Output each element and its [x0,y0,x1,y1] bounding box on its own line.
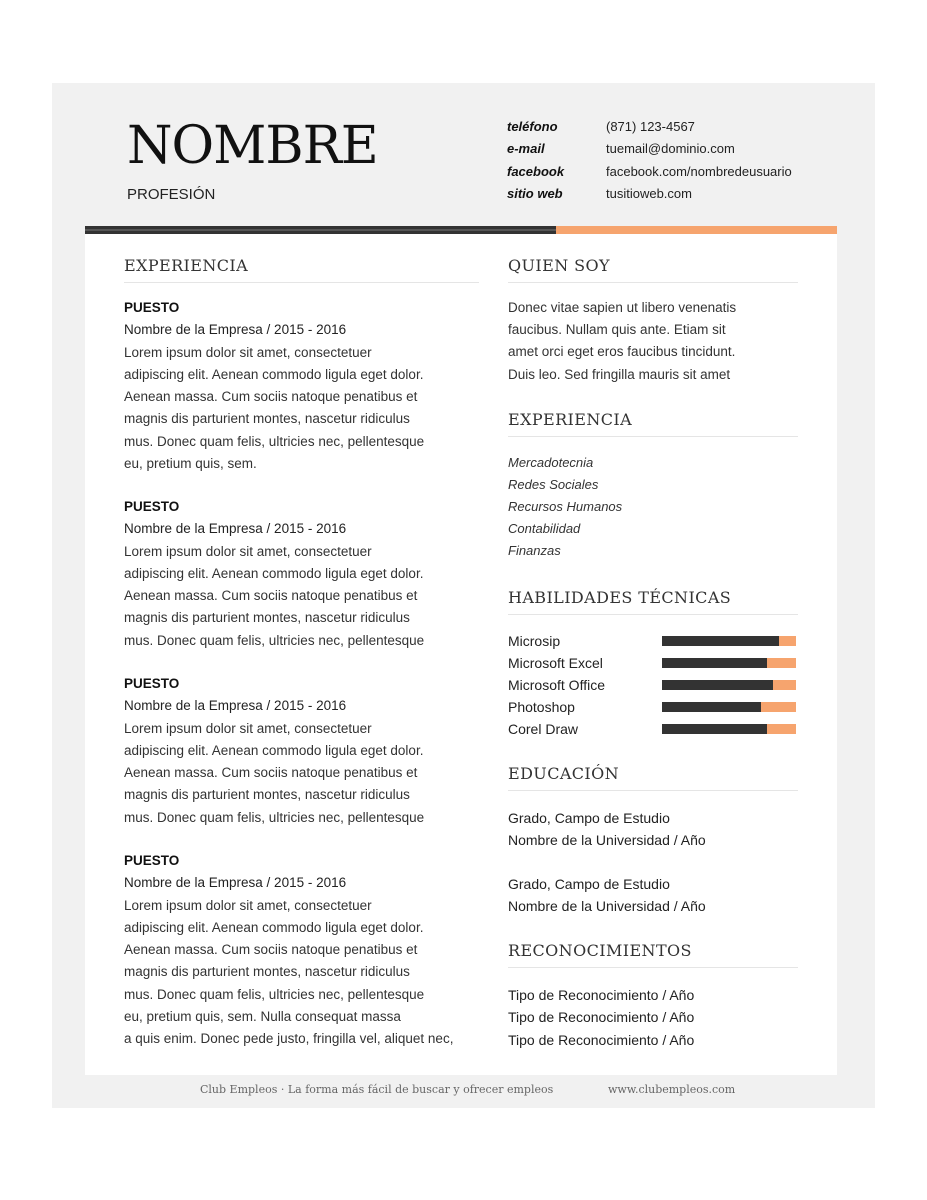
description-line: a quis enim. Donec pede justo, fringilla vel, aliquet nec, [124,1031,454,1047]
award-item: Tipo de Reconocimiento / Año [508,1009,695,1026]
job-entry [124,496,484,652]
skill-name: Microsoft Office [508,677,605,693]
description-line: mus. Donec quam felis, ultricies nec, pellentesque [124,986,425,1002]
candidate-name: NOMBRE [127,116,378,176]
skill-bar [662,702,796,712]
contact-label: teléfono [507,118,558,134]
award-item: Tipo de Reconocimiento / Año [508,987,695,1003]
skill-bar [662,636,796,646]
skill-row [508,696,798,718]
description-line: Lorem ipsum dolor sit amet, consectetuer [124,897,372,913]
skill-level-fill [662,680,773,690]
education-school: Nombre de la Universidad / Año [508,898,706,915]
about-line: faucibus. Nullam quis ante. Etiam sit [508,322,726,338]
description-line: magnis dis parturient montes, nascetur ridiculus [124,411,410,427]
education-entry [508,807,808,852]
skill-row [508,630,798,652]
description-line: adipiscing elit. Aenean commodo ligula eget dolor. [124,366,424,382]
description-line: mus. Donec quam felis, ultricies nec, pellentesque [124,809,425,825]
description-line: mus. Donec quam felis, ultricies nec, pellentesque [124,433,425,449]
skill-bar [662,680,796,690]
job-title: PUESTO [124,853,180,868]
skill-name: Corel Draw [508,721,579,737]
description-line: Lorem ipsum dolor sit amet, consectetuer [124,543,372,559]
description-line: magnis dis parturient montes, nascetur ridiculus [124,787,410,803]
about-line: Duis leo. Sed fringilla mauris sit amet [508,366,731,382]
skill-row [508,718,798,740]
skill-row [508,674,798,696]
contact-facebook [507,160,792,183]
contact-label: facebook [507,163,565,179]
awards-list [508,984,694,1051]
experience-areas-list [508,452,622,562]
job-company: Nombre de la Empresa / 2015 - 2016 [124,322,347,338]
job-company: Nombre de la Empresa / 2015 - 2016 [124,875,347,891]
description-line: magnis dis parturient montes, nascetur ridiculus [124,964,410,980]
description-line: adipiscing elit. Aenean commodo ligula eget dolor. [124,919,424,935]
section-title-awards: RECONOCIMIENTOS [508,941,798,968]
description-line: magnis dis parturient montes, nascetur ridiculus [124,610,410,626]
award-item: Tipo de Reconocimiento / Año [508,1031,695,1048]
section-title-experience-areas: EXPERIENCIA [508,410,798,437]
contact-label: sitio web [507,186,563,202]
contact-value: (871) 123-4567 [606,118,695,134]
education-school: Nombre de la Universidad / Año [508,832,706,849]
section-title-education: EDUCACIÓN [508,764,798,791]
skill-level-fill [662,724,767,734]
skills-list [508,630,798,740]
contact-label: e-mail [507,141,545,157]
candidate-profession: PROFESIÓN [127,186,216,203]
description-line: adipiscing elit. Aenean commodo ligula eget dolor. [124,565,424,581]
section-title-about: QUIEN SOY [508,256,798,283]
header-divider-accent [556,226,837,234]
job-company: Nombre de la Empresa / 2015 - 2016 [124,698,347,714]
about-line: Donec vitae sapien ut libero venenatis [508,300,737,315]
description-line: Lorem ipsum dolor sit amet, consectetuer [124,344,372,360]
description-line: eu, pretium quis, sem. Nulla consequat massa [124,1009,401,1025]
list-item: Redes Sociales [508,477,599,492]
skill-name: Microsoft Excel [508,655,603,671]
list-item: Finanzas [508,543,561,558]
footer-website: www.clubempleos.com [608,1083,736,1096]
job-title: PUESTO [124,300,180,315]
job-description [124,342,484,476]
education-entry [508,873,808,918]
about-line: amet orci eget eros faucibus tincidunt. [508,344,736,360]
job-title: PUESTO [124,676,180,691]
skill-row [508,652,798,674]
description-line: adipiscing elit. Aenean commodo ligula eget dolor. [124,742,424,758]
job-description [124,718,484,829]
contact-phone [507,115,792,138]
job-description [124,541,484,652]
job-entry [124,850,484,1051]
list-item: Mercadotecnia [508,455,594,470]
contact-email [507,138,792,161]
section-title-skills: HABILIDADES TÉCNICAS [508,588,798,615]
description-line: mus. Donec quam felis, ultricies nec, pellentesque [124,632,425,648]
job-description [124,895,484,1051]
about-text [508,297,798,386]
contact-website [507,183,792,206]
list-item: Contabilidad [508,521,581,536]
skill-level-fill [662,702,761,712]
skill-level-fill [662,658,767,668]
footer-tagline: Club Empleos · La forma más fácil de buscar y ofrecer empleos [200,1083,554,1096]
job-title: PUESTO [124,499,180,514]
contact-info [507,115,792,205]
section-title-experience: EXPERIENCIA [124,256,479,283]
description-line: Aenean massa. Cum sociis natoque penatibus et [124,588,418,604]
description-line: Aenean massa. Cum sociis natoque penatibus et [124,765,418,781]
education-degree: Grado, Campo de Estudio [508,876,670,892]
job-entry [124,297,484,475]
education-degree: Grado, Campo de Estudio [508,810,670,826]
skill-bar [662,724,796,734]
skill-bar [662,658,796,668]
description-line: Aenean massa. Cum sociis natoque penatibus et [124,942,418,958]
list-item: Recursos Humanos [508,499,623,514]
description-line: eu, pretium quis, sem. [124,456,257,472]
description-line: Aenean massa. Cum sociis natoque penatibus et [124,389,418,405]
skill-name: Photoshop [508,699,575,715]
contact-value: facebook.com/nombredeusuario [606,163,792,179]
contact-value: tuemail@dominio.com [606,141,735,157]
skill-level-fill [662,636,779,646]
skill-name: Microsip [508,633,561,649]
job-company: Nombre de la Empresa / 2015 - 2016 [124,521,347,537]
contact-value: tusitioweb.com [606,186,692,202]
job-entry [124,673,484,829]
description-line: Lorem ipsum dolor sit amet, consectetuer [124,720,372,736]
